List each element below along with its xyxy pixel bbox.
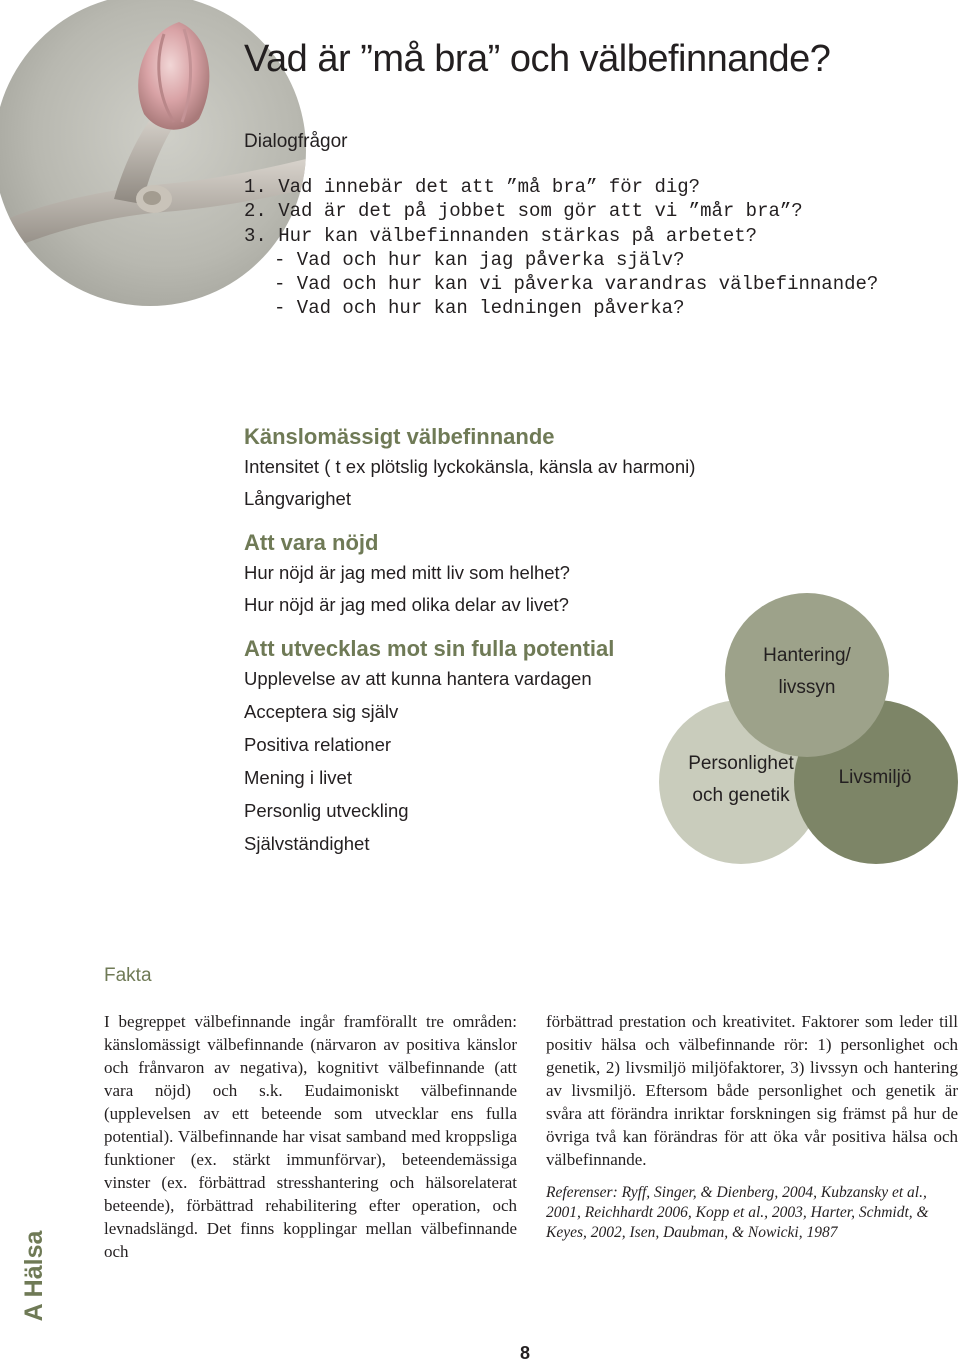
page-title: Vad är ”må bra” och välbefinnande?	[244, 38, 831, 80]
dialog-question: 3. Hur kan välbefinnanden stärkas på arbetet?	[244, 224, 758, 247]
page-number: 8	[520, 1343, 531, 1363]
chapter-side-label: A Hälsa	[19, 1230, 48, 1322]
dialog-question-list	[244, 175, 878, 321]
venn-label-coping: Hantering/ livssyn	[763, 645, 851, 698]
fakta-column-left	[104, 1010, 517, 1263]
section-line: Långvarighet	[244, 488, 351, 509]
section-line: Personlig utveckling	[244, 800, 409, 821]
section-heading-potential: Att utvecklas mot sin fulla potential	[244, 636, 615, 661]
section-line: Acceptera sig själv	[244, 701, 399, 722]
venn-diagram	[655, 590, 960, 870]
venn-label-personality: Personlighet och genetik	[688, 753, 794, 806]
section-line: Positiva relationer	[244, 734, 392, 755]
dialog-subquestion: - Vad och hur kan jag påverka själv?	[274, 248, 685, 271]
section-heading-satisfied: Att vara nöjd	[244, 530, 379, 555]
dialog-subquestion: - Vad och hur kan ledningen påverka?	[274, 297, 685, 320]
fakta-column-right	[546, 1010, 958, 1243]
fakta-text-right: förbättrad prestation och kreativitet. Faktorer som leder till positiv hälsa och välbefinnande rör: 1) personlighet och genetik, 2) livsmiljö miljöfaktorer, 3) livssyn och hantering av livsmiljö. Eftersom både personlighet och genetik är svåra att förändra inriktar forskningen sig främst på hur de övriga två kan förändras för att öka vår positiva hälsa och välbefinnande.	[546, 1012, 958, 1169]
fakta-text-left: I begreppet välbefinnande ingår framförallt tre områden: känslomässigt välbefinnande (närvaron av positiva känslor och frånvaron av negativa), kognitivt välbefinnande (att vara nöjd) och s.k. Eudaimoniskt välbefinnande (upplevelsen av ett beteende som utvecklar ens fulla potential). Välbefinnande har visat samband med kroppsliga funktioner (ex. stärkt immunförvar), beteendemässiga vinster (ex. förbättrad stresshantering och hälsorelaterat beteende), förbättrad rehabilitering efter operation, och levnadslängd. Det finns kopplingar mellan välbefinnande och	[104, 1012, 517, 1261]
section-line: Självständighet	[244, 833, 370, 854]
dialog-question: 2. Vad är det på jobbet som gör att vi ”mår bra”?	[244, 200, 803, 223]
dialog-question: 1. Vad innebär det att ”må bra” för dig?	[244, 176, 701, 198]
venn-label-environment: Livsmiljö	[838, 767, 912, 788]
section-heading-emotional: Känslomässigt välbefinnande	[244, 424, 555, 449]
fakta-heading: Fakta	[104, 965, 152, 986]
section-line: Intensitet ( t ex plötslig lyckokänsla, känsla av harmoni)	[244, 456, 696, 477]
dialog-heading: Dialogfrågor	[244, 131, 348, 152]
section-line: Upplevelse av att kunna hantera vardagen	[244, 668, 592, 689]
section-line: Mening i livet	[244, 767, 352, 788]
references: Referenser: Ryff, Singer, & Dienberg, 2004, Kubzansky et al., 2001, Reichhardt 2006, Kopp et al., 2003, Harter, Schmidt, & Keyes, 2002, Isen, Daubman, & Nowicki, 1987	[546, 1184, 929, 1241]
section-line: Hur nöjd är jag med mitt liv som helhet?	[244, 562, 570, 583]
dialog-subquestion: - Vad och hur kan vi påverka varandras välbefinnande?	[274, 273, 879, 296]
section-line: Hur nöjd är jag med olika delar av livet?	[244, 594, 569, 615]
venn-svg	[655, 590, 960, 870]
